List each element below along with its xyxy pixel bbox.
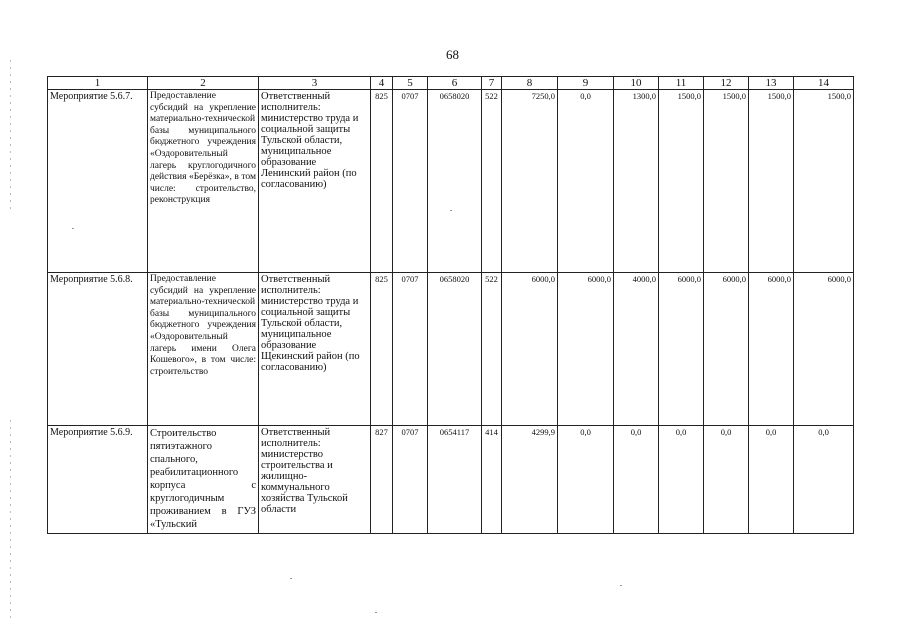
code-cell: 522 (482, 273, 502, 426)
column-header: 9 (558, 77, 614, 90)
code-cell: 0707 (393, 426, 428, 534)
amount-cell: 0,0 (794, 426, 854, 534)
amount-cell: 6000,0 (502, 273, 558, 426)
amount-cell: 0,0 (749, 426, 794, 534)
amount-cell: 0,0 (704, 426, 749, 534)
column-header: 4 (371, 77, 393, 90)
table-row (48, 90, 854, 273)
event-cell: Мероприятие 5.6.9. (48, 426, 148, 534)
code-cell: 827 (371, 426, 393, 534)
scan-speck (450, 210, 452, 211)
scan-speck (290, 578, 292, 579)
amount-cell: 6000,0 (558, 273, 614, 426)
code-cell: 0654117 (428, 426, 482, 534)
column-header: 12 (704, 77, 749, 90)
column-header: 10 (614, 77, 659, 90)
code-cell: 0658020 (428, 273, 482, 426)
column-header: 8 (502, 77, 558, 90)
column-header: 6 (428, 77, 482, 90)
left-margin-mark-lower (10, 420, 11, 620)
scan-speck (620, 585, 622, 586)
column-header: 11 (659, 77, 704, 90)
amount-cell: 6000,0 (659, 273, 704, 426)
code-cell: 825 (371, 273, 393, 426)
event-cell: Мероприятие 5.6.7. (48, 90, 148, 273)
code-cell: 414 (482, 426, 502, 534)
left-margin-mark (10, 60, 11, 210)
amount-cell: 1500,0 (659, 90, 704, 273)
table-row (48, 426, 854, 534)
scan-speck (72, 228, 74, 229)
amount-cell: 0,0 (558, 426, 614, 534)
executor-cell: Ответственный исполнитель: министерство труда и социальной защиты Тульской области, муниципальное образование Щекинский район (по согласованию) (259, 273, 371, 426)
amount-cell: 0,0 (558, 90, 614, 273)
column-header: 13 (749, 77, 794, 90)
scan-speck (375, 612, 377, 613)
budget-table (47, 76, 854, 534)
code-cell: 0707 (393, 273, 428, 426)
code-cell: 0707 (393, 90, 428, 273)
event-cell: Мероприятие 5.6.8. (48, 273, 148, 426)
table-row (48, 273, 854, 426)
column-header: 3 (259, 77, 371, 90)
column-header: 7 (482, 77, 502, 90)
code-cell: 522 (482, 90, 502, 273)
code-cell: 825 (371, 90, 393, 273)
header-row (48, 77, 854, 90)
description-cell: Строительство пятиэтажного спального, реабилитационного корпуса с круглогодичным проживанием в ГУЗ «Тульский (148, 426, 259, 534)
amount-cell: 6000,0 (749, 273, 794, 426)
column-header: 14 (794, 77, 854, 90)
code-cell: 0658020 (428, 90, 482, 273)
amount-cell: 6000,0 (704, 273, 749, 426)
column-header: 2 (148, 77, 259, 90)
amount-cell: 0,0 (614, 426, 659, 534)
amount-cell: 1500,0 (794, 90, 854, 273)
column-header: 1 (48, 77, 148, 90)
amount-cell: 1500,0 (704, 90, 749, 273)
description-cell: Предоставление субсидий на укрепление материально-технической базы муниципального бюджетного учреждения «Оздоровительный лагерь имени Олега Кошевого», в том числе: строительство (148, 273, 259, 426)
description-cell: Предоставление субсидий на укрепление материально-технической базы муниципального бюджетного учреждения «Оздоровительный лагерь круглогодичного действия «Берёзка», в том числе: строительство, реконструкция (148, 90, 259, 273)
amount-cell: 4299,9 (502, 426, 558, 534)
amount-cell: 4000,0 (614, 273, 659, 426)
executor-cell: Ответственный исполнитель: министерство труда и социальной защиты Тульской области, муниципальное образование Ленинский район (по согласованию) (259, 90, 371, 273)
amount-cell: 1500,0 (749, 90, 794, 273)
amount-cell: 6000,0 (794, 273, 854, 426)
column-header: 5 (393, 77, 428, 90)
amount-cell: 7250,0 (502, 90, 558, 273)
executor-cell: Ответственный исполнитель: министерство строительства и жилищно-коммунального хозяйства Тульской области (259, 426, 371, 534)
amount-cell: 0,0 (659, 426, 704, 534)
amount-cell: 1300,0 (614, 90, 659, 273)
page-number: 68 (446, 47, 459, 62)
